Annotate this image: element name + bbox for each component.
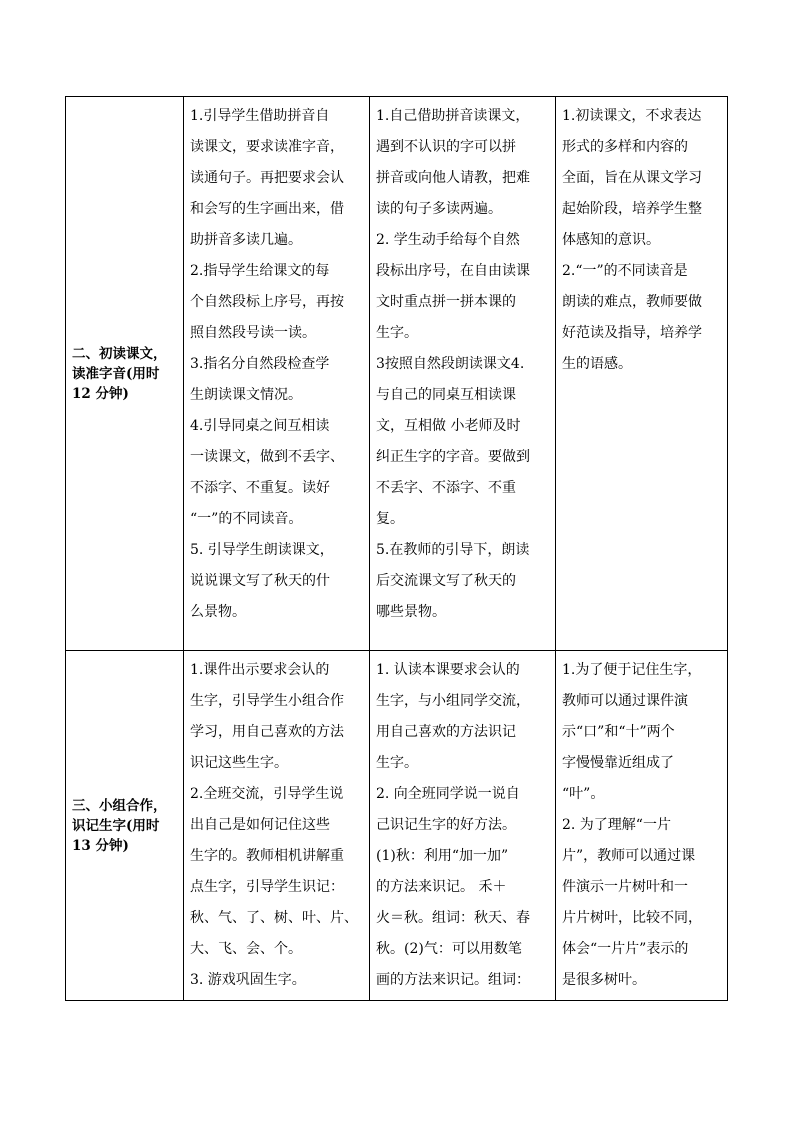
- text-line: 读课文，要求读准字音，: [190, 139, 344, 155]
- text-line: 13 分钟): [72, 837, 129, 854]
- lesson-plan-table: [65, 96, 728, 1001]
- table-row: [66, 97, 728, 651]
- text-line: 2.指导学生给课文的每: [190, 263, 330, 279]
- text-line: 1.引导学生借助拼音自: [190, 108, 330, 124]
- text-line: 生字的。教师相机讲解重: [190, 848, 344, 864]
- text-line: 5.在教师的引导下，朗读: [376, 542, 530, 558]
- text-line: 不添字、不重复。读好: [190, 480, 330, 496]
- text-line: 12 分钟): [72, 385, 129, 402]
- stage-cell: [66, 651, 184, 1001]
- text-line: 4.引导同桌之间互相读: [190, 418, 330, 434]
- text-line: 二、初读课文，: [72, 345, 167, 362]
- text-line: 火＝秋。组词：秋天、春: [376, 910, 530, 926]
- text-line: 纠正生字的字音。要做到: [376, 449, 530, 465]
- text-line: 与自己的同桌互相读课: [376, 387, 516, 403]
- text-line: 出自己是如何记住这些: [190, 817, 330, 833]
- text-line: “一”的不同读音。: [190, 511, 303, 527]
- text-line: 3按照自然段朗读课文4.: [376, 356, 525, 372]
- text-line: 拼音或向他人请教，把难: [376, 170, 530, 186]
- text-line: 2.全班交流，引导学生说: [190, 786, 344, 802]
- text-line: 识记生字(用时: [72, 817, 160, 834]
- text-line: 字慢慢靠近组成了: [562, 755, 674, 771]
- text-line: 己识记生字的好方法。: [376, 817, 516, 833]
- text-line: 体会“一片片”表示的: [562, 941, 689, 957]
- student-activity-cell: [370, 97, 556, 651]
- text-line: 教师可以通过课件演: [562, 693, 688, 709]
- text-line: 说说课文写了秋天的什: [190, 573, 330, 589]
- text-line: 三、小组合作，: [72, 797, 167, 814]
- teacher-activity-cell: [184, 97, 370, 651]
- text-line: “叶”。: [562, 786, 605, 802]
- text-line: 画的方法来识记。组词：: [376, 972, 530, 988]
- text-line: 照自然段号读一读。: [190, 325, 316, 341]
- design-intent-cell: [556, 651, 728, 1001]
- text-line: 2. 学生动手给每个自然: [376, 232, 520, 248]
- text-line: 一读课文，做到不丢字、: [190, 449, 344, 465]
- text-line: 3.指名分自然段检查学: [190, 356, 330, 372]
- text-line: 复。: [376, 511, 404, 527]
- text-line: 助拼音多读几遍。: [190, 232, 302, 248]
- text-line: 学习，用自己喜欢的方法: [190, 724, 344, 740]
- design-intent-cell: [556, 97, 728, 651]
- text-line: 1. 认读本课要求会认的: [376, 662, 520, 678]
- text-line: 好范读及指导，培养学: [562, 325, 702, 341]
- text-line: 体感知的意识。: [562, 232, 660, 248]
- text-line: 2. 为了理解“一片: [562, 817, 671, 833]
- student-activity-cell: [370, 651, 556, 1001]
- text-line: 点生字，引导学生识记：: [190, 879, 344, 895]
- text-line: 1.初读课文，不求表达: [562, 108, 702, 124]
- text-line: 的方法来识记。 禾＋: [376, 879, 507, 895]
- text-line: 5. 引导学生朗读课文，: [190, 542, 334, 558]
- text-line: 1.自己借助拼音读课文，: [376, 108, 530, 124]
- text-line: 读准字音(用时: [72, 365, 160, 382]
- text-line: 2. 向全班同学说一说自: [376, 786, 520, 802]
- text-line: 朗读的难点，教师要做: [562, 294, 702, 310]
- text-line: 秋。(2)气：可以用数笔: [376, 941, 522, 957]
- text-line: 后交流课文写了秋天的: [376, 573, 516, 589]
- stage-cell: [66, 97, 184, 651]
- text-line: 全面，旨在从课文学习: [562, 170, 702, 186]
- table-row: [66, 651, 728, 1001]
- teacher-activity-cell: [184, 651, 370, 1001]
- text-line: 遇到不认识的字可以拼: [376, 139, 516, 155]
- text-line: 读的句子多读两遍。: [376, 201, 502, 217]
- text-line: 2.“一”的不同读音是: [562, 263, 688, 279]
- text-line: 和会写的生字画出来，借: [190, 201, 344, 217]
- text-line: 件演示一片树叶和一: [562, 879, 688, 895]
- text-line: 识记这些生字。: [190, 755, 288, 771]
- text-line: 1.课件出示要求会认的: [190, 662, 330, 678]
- text-line: 片片树叶，比较不同，: [562, 910, 702, 926]
- text-line: 么景物。: [190, 604, 246, 620]
- text-line: 不丢字、不添字、不重: [376, 480, 516, 496]
- text-line: 读通句子。再把要求会认: [190, 170, 344, 186]
- text-line: 段标出序号，在自由读课: [376, 263, 530, 279]
- text-line: (1)秋：利用“加一加”: [376, 848, 509, 864]
- text-line: 形式的多样和内容的: [562, 139, 688, 155]
- text-line: 生字。: [376, 755, 418, 771]
- text-line: 起始阶段，培养学生整: [562, 201, 702, 217]
- text-line: 个自然段标上序号，再按: [190, 294, 344, 310]
- text-line: 文时重点拼一拼本课的: [376, 294, 516, 310]
- text-line: 哪些景物。: [376, 604, 446, 620]
- text-line: 生字，引导学生小组合作: [190, 693, 344, 709]
- text-line: 片”，教师可以通过课: [562, 848, 696, 864]
- text-line: 1.为了便于记住生字，: [562, 662, 702, 678]
- text-line: 文，互相做 小老师及时: [376, 418, 521, 434]
- text-line: 生字，与小组同学交流，: [376, 693, 530, 709]
- text-line: 是很多树叶。: [562, 972, 646, 988]
- text-line: 3. 游戏巩固生字。: [190, 972, 306, 988]
- text-line: 秋、气、了、树、叶、片、: [190, 910, 358, 926]
- text-line: 生字。: [376, 325, 418, 341]
- text-line: 生朗读课文情况。: [190, 387, 302, 403]
- text-line: 大、飞、会、个。: [190, 941, 302, 957]
- text-line: 用自己喜欢的方法识记: [376, 724, 516, 740]
- text-line: 示“口”和“十”两个: [562, 724, 675, 740]
- text-line: 生的语感。: [562, 356, 632, 372]
